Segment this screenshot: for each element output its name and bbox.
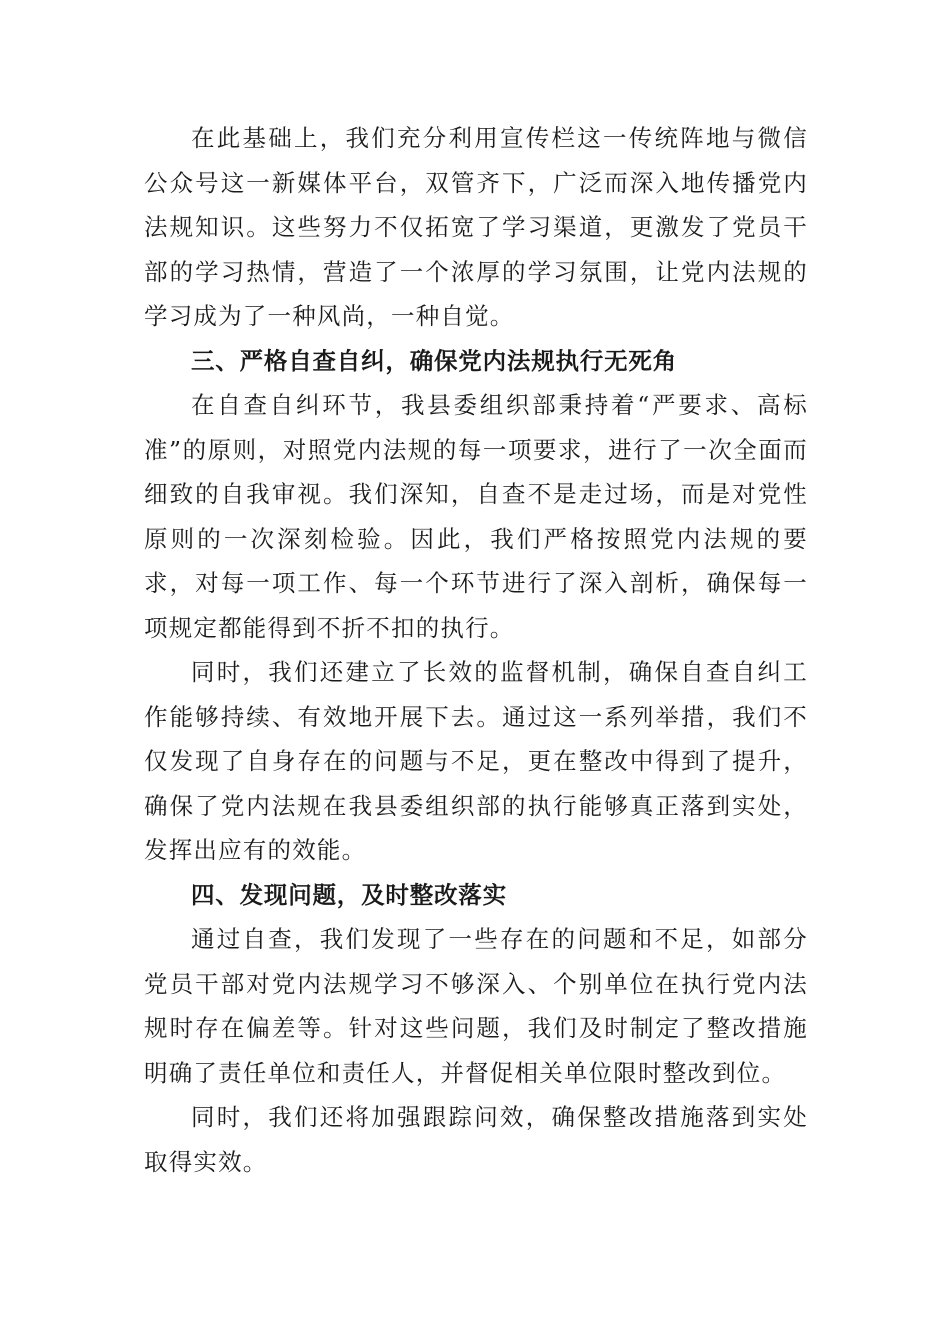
paragraph-3: 同时，我们还建立了长效的监督机制，确保自查自纠工作能够持续、有效地开展下去。通过这一系列举措，我们不仅发现了自身存在的问题与不足，更在整改中得到了提升，确保了党内法规在我县委组织部的执行能够真正落到实处，发挥出应有的效能。 [144,658,808,864]
paragraph-2: 在自查自纠环节，我县委组织部秉持着“严要求、高标准”的原则，对照党内法规的每一项要求，进行了一次全面而细致的自我审视。我们深知，自查不是走过场，而是对党性原则的一次深刻检验。因此，我们严格按照党内法规的要求，对每一项工作、每一个环节进行了深入剖析，确保每一项规定都能得到不折不扣的执行。 [144,391,808,642]
section-heading-4: 四、发现问题，及时整改落实 [191,880,507,909]
paragraph-5: 同时，我们还将加强跟踪问效，确保整改措施落到实处取得实效。 [144,1103,808,1176]
paragraph-4: 通过自查，我们发现了一些存在的问题和不足，如部分党员干部对党内法规学习不够深入、个别单位在执行党内法规时存在偏差等。针对这些问题，我们及时制定了整改措施明确了责任单位和责任人，并督促相关单位限时整改到位。 [144,925,808,1087]
section-heading-3: 三、严格自查自纠，确保党内法规执行无死角 [191,346,677,375]
paragraph-1: 在此基础上，我们充分利用宣传栏这一传统阵地与微信公众号这一新媒体平台，双管齐下，广泛而深入地传播党内法规知识。这些努力不仅拓宽了学习渠道，更激发了党员干部的学习热情，营造了一个浓厚的学习氛围，让党内法规的学习成为了一种风尚，一种自觉。 [144,124,808,330]
document-page [144,116,808,1184]
